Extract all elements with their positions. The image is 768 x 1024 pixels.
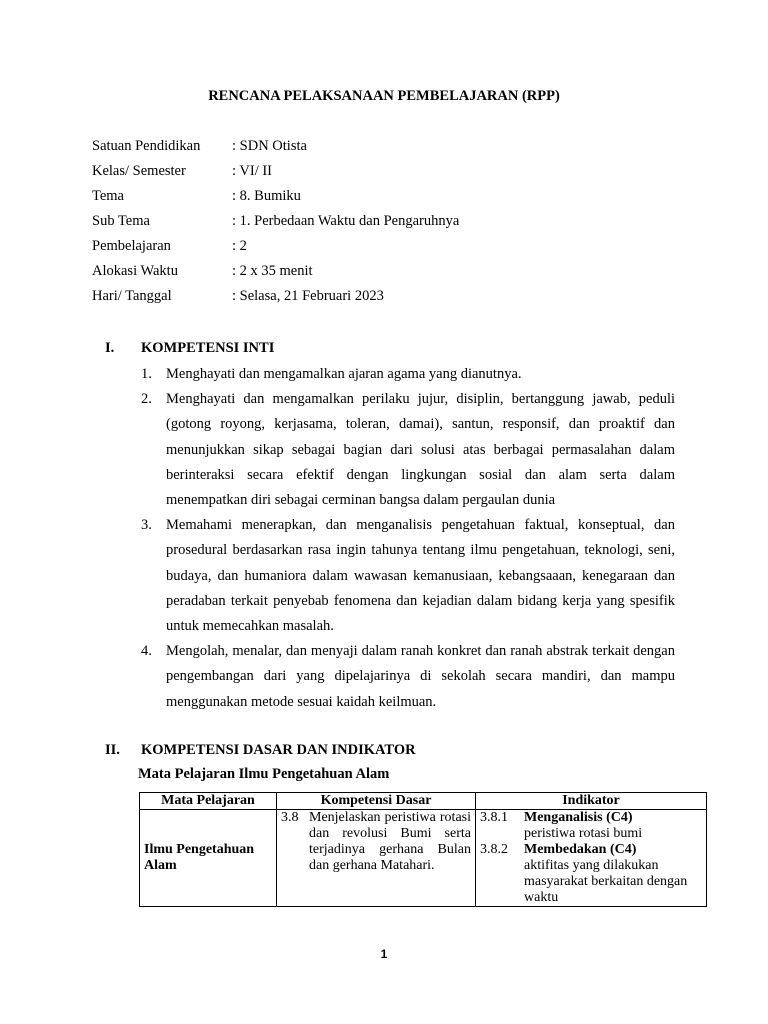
kd-number: 3.8 <box>281 810 299 825</box>
list-text: Menghayati dan mengamalkan ajaran agama yang dianutnya. <box>166 366 522 382</box>
section-title: KOMPETENSI DASAR DAN INDIKATOR <box>141 742 416 758</box>
info-label: Kelas/ Semester <box>92 163 186 179</box>
info-label: Sub Tema <box>92 213 150 229</box>
info-value: : 2 x 35 menit <box>232 263 313 279</box>
list-number: 2. <box>141 391 152 408</box>
section-number: II. <box>105 742 120 758</box>
list-number: 1. <box>141 366 152 382</box>
section-heading-kd <box>105 742 416 759</box>
info-label: Hari/ Tanggal <box>92 288 172 304</box>
indicator-entry <box>480 810 702 842</box>
info-value: : 2 <box>232 238 247 254</box>
section-number: I. <box>105 340 115 356</box>
indicator-entry <box>480 842 702 906</box>
info-label: Tema <box>92 188 124 204</box>
info-label: Pembelajaran <box>92 238 171 254</box>
indicator-body <box>524 810 702 842</box>
indicator-text: aktifitas yang dilakukan masyarakat berkaitan dengan waktu <box>524 858 688 905</box>
subject-subheading: Mata Pelajaran Ilmu Pengetahuan Alam <box>138 766 390 782</box>
list-text: Menghayati dan mengamalkan perilaku jujur, disiplin, bertanggung jawab, peduli (gotong royong, kerjasama, toleran, damai), santun, responsif, dan proaktif dan menunjukkan sikap sebagai bagian dari solusi atas berbagai permasalahan dalam berinteraksi secara efektif dengan lingkungan sosial dan alam serta dalam menempatkan diri sebagai cerminan bangsa dalam pergaulan dunia <box>166 391 675 509</box>
info-value: : 8. Bumiku <box>232 188 301 204</box>
page-number: 1 <box>380 947 388 961</box>
subject-cell: Ilmu Pengetahuan Alam <box>140 810 277 907</box>
info-row <box>92 211 459 236</box>
indicator-title: Membedakan (C4) <box>524 842 637 857</box>
list-item <box>141 362 675 387</box>
kd-text: Menjelaskan peristiwa rotasi dan revolusi Bumi serta terjadinya gerhana Bulan dan gerhana Matahari. <box>309 810 471 873</box>
info-row <box>92 286 459 311</box>
kd-entry <box>281 810 471 874</box>
document-title: RENCANA PELAKSANAAN PEMBELAJARAN (RPP) <box>208 88 560 104</box>
indicator-cell <box>476 810 707 907</box>
kd-indicator-table <box>139 792 707 907</box>
list-item <box>141 513 675 639</box>
section-title: KOMPETENSI INTI <box>141 340 275 356</box>
kompetensi-inti-list <box>141 362 675 715</box>
table-header-cell: Kompetensi Dasar <box>277 793 476 810</box>
info-value: : 1. Perbedaan Waktu dan Pengaruhnya <box>232 213 460 229</box>
indicator-title: Menganalisis (C4) <box>524 810 633 825</box>
list-item <box>141 387 675 513</box>
identity-block <box>92 136 459 311</box>
info-value: : Selasa, 21 Februari 2023 <box>232 288 384 304</box>
info-value: : VI/ II <box>232 163 273 179</box>
indicator-number: 3.8.2 <box>480 842 508 857</box>
info-value: : SDN Otista <box>232 138 307 154</box>
info-row <box>92 261 459 286</box>
kd-cell <box>277 810 476 907</box>
section-heading-ki <box>105 340 274 357</box>
table-header-cell: Mata Pelajaran <box>140 793 277 810</box>
list-item <box>141 639 675 715</box>
info-row <box>92 236 459 261</box>
list-number: 4. <box>141 643 152 660</box>
table-header-cell: Indikator <box>476 793 707 810</box>
table-row <box>140 810 707 907</box>
indicator-body <box>524 842 702 906</box>
list-text: Mengolah, menalar, dan menyaji dalam ranah konkret dan ranah abstrak terkait dengan pengembangan dari yang dipelajarinya di sekolah secara mandiri, dan mampu menggunakan metode sesuai kaidah keilmuan. <box>166 643 675 710</box>
info-row <box>92 136 459 161</box>
list-number: 3. <box>141 517 152 534</box>
table-header-row <box>140 793 707 810</box>
indicator-text: peristiwa rotasi bumi <box>524 826 643 841</box>
info-label: Alokasi Waktu <box>92 263 178 279</box>
info-row <box>92 161 459 186</box>
indicator-number: 3.8.1 <box>480 810 508 825</box>
list-text: Memahami menerapkan, dan menganalisis pengetahuan faktual, konseptual, dan prosedural berdasarkan rasa ingin tahunya tentang ilmu pengetahuan, teknologi, seni, budaya, dan humaniora dalam wawasan kemanusiaan, kebangsaaan, kenegaraan dan peradaban terkait penyebab fenomena dan kejadian dalam bidang kerja yang spesifik untuk memecahkan masalah. <box>166 517 675 635</box>
info-label: Satuan Pendidikan <box>92 138 201 154</box>
info-row <box>92 186 459 211</box>
